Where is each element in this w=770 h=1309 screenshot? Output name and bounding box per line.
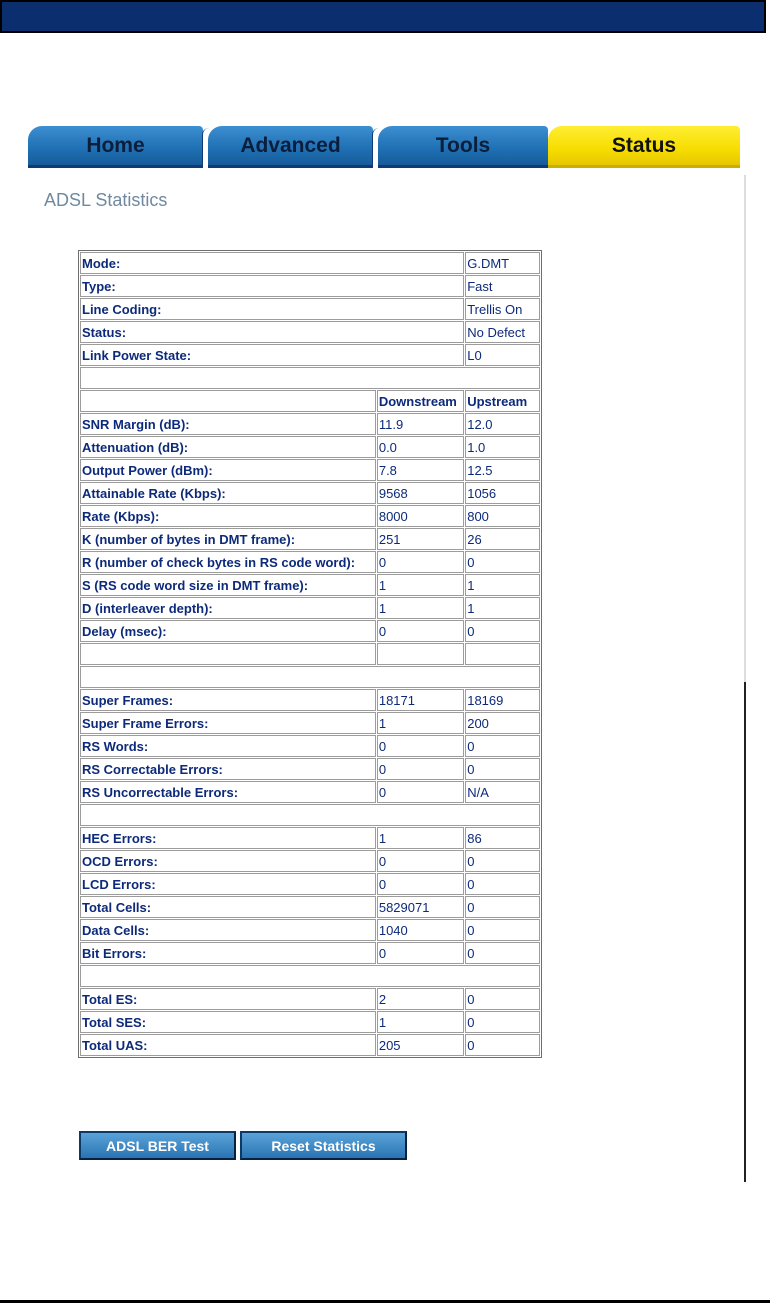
table-row	[80, 873, 540, 895]
blank-row	[80, 643, 540, 665]
footer-rule	[0, 1300, 770, 1303]
downstream-value: 0	[377, 942, 464, 964]
upstream-value: 1	[465, 597, 540, 619]
content-border-lower	[744, 682, 746, 1182]
table-row	[80, 896, 540, 918]
downstream-value: 7.8	[377, 459, 464, 481]
blank-cell	[377, 643, 464, 665]
downstream-value: 2	[377, 988, 464, 1010]
downstream-value: 1	[377, 1011, 464, 1033]
blank-row	[80, 965, 540, 987]
row-label: Super Frame Errors:	[80, 712, 376, 734]
upstream-value: N/A	[465, 781, 540, 803]
blank-cell	[80, 367, 540, 389]
tab-tools[interactable]: Tools	[378, 126, 548, 168]
upstream-value: 0	[465, 988, 540, 1010]
main-nav	[28, 126, 740, 168]
row-value: Trellis On	[465, 298, 540, 320]
table-row	[80, 689, 540, 711]
upstream-value: 18169	[465, 689, 540, 711]
upstream-value: 1	[465, 574, 540, 596]
upstream-value: 0	[465, 942, 540, 964]
table-row	[80, 413, 540, 435]
adsl-statistics-table	[78, 250, 542, 1058]
row-label: HEC Errors:	[80, 827, 376, 849]
downstream-value: 0	[377, 735, 464, 757]
row-label: RS Correctable Errors:	[80, 758, 376, 780]
upstream-value: 0	[465, 850, 540, 872]
upstream-value: 0	[465, 919, 540, 941]
blank-cell	[80, 643, 376, 665]
upstream-value: 26	[465, 528, 540, 550]
downstream-value: 0	[377, 551, 464, 573]
row-label: Attainable Rate (Kbps):	[80, 482, 376, 504]
upstream-value: 0	[465, 758, 540, 780]
row-label: K (number of bytes in DMT frame):	[80, 528, 376, 550]
page-title: ADSL Statistics	[44, 190, 168, 210]
table-row	[80, 827, 540, 849]
upstream-value: 12.5	[465, 459, 540, 481]
blank-cell	[465, 643, 540, 665]
row-label: SNR Margin (dB):	[80, 413, 376, 435]
downstream-value: 8000	[377, 505, 464, 527]
downstream-value: 1040	[377, 919, 464, 941]
row-label: Line Coding:	[80, 298, 464, 320]
row-value: G.DMT	[465, 252, 540, 274]
downstream-value: 0	[377, 620, 464, 642]
row-label: Delay (msec):	[80, 620, 376, 642]
downstream-value: 18171	[377, 689, 464, 711]
row-label: Output Power (dBm):	[80, 459, 376, 481]
table-row	[80, 919, 540, 941]
blank-row	[80, 804, 540, 826]
table-row	[80, 1011, 540, 1033]
reset-statistics-button[interactable]: Reset Statistics	[240, 1131, 407, 1160]
table-row	[80, 735, 540, 757]
downstream-value: 1	[377, 827, 464, 849]
column-header-row	[80, 390, 540, 412]
blank-cell	[80, 965, 540, 987]
upstream-value: 12.0	[465, 413, 540, 435]
downstream-value: 9568	[377, 482, 464, 504]
downstream-value: 205	[377, 1034, 464, 1056]
downstream-value: 0	[377, 758, 464, 780]
row-label: Link Power State:	[80, 344, 464, 366]
row-value: No Defect	[465, 321, 540, 343]
table-row	[80, 850, 540, 872]
upstream-value: 1.0	[465, 436, 540, 458]
table-row	[80, 1034, 540, 1056]
row-label: S (RS code word size in DMT frame):	[80, 574, 376, 596]
row-label: Super Frames:	[80, 689, 376, 711]
upstream-value: 0	[465, 873, 540, 895]
upstream-value: 0	[465, 896, 540, 918]
downstream-value: 5829071	[377, 896, 464, 918]
downstream-value: 251	[377, 528, 464, 550]
row-label: LCD Errors:	[80, 873, 376, 895]
tab-home[interactable]: Home	[28, 126, 203, 168]
table-row	[80, 321, 540, 343]
tab-advanced[interactable]: Advanced	[208, 126, 373, 168]
table-row	[80, 344, 540, 366]
blank-cell	[80, 666, 540, 688]
downstream-value: 0	[377, 850, 464, 872]
row-label: Type:	[80, 275, 464, 297]
upstream-value: 800	[465, 505, 540, 527]
upstream-value: 0	[465, 1011, 540, 1033]
table-row	[80, 505, 540, 527]
blank-row	[80, 666, 540, 688]
table-row	[80, 781, 540, 803]
blank-cell	[80, 804, 540, 826]
table-row	[80, 620, 540, 642]
table-row	[80, 252, 540, 274]
downstream-value: 0	[377, 781, 464, 803]
row-label: Total Cells:	[80, 896, 376, 918]
row-label: R (number of check bytes in RS code word):	[80, 551, 376, 573]
row-label: Total UAS:	[80, 1034, 376, 1056]
downstream-value: 1	[377, 712, 464, 734]
upstream-value: 0	[465, 1034, 540, 1056]
row-label: D (interleaver depth):	[80, 597, 376, 619]
table-row	[80, 942, 540, 964]
downstream-header: Downstream	[377, 390, 464, 412]
table-row	[80, 758, 540, 780]
table-row	[80, 712, 540, 734]
upstream-value: 86	[465, 827, 540, 849]
table-row	[80, 275, 540, 297]
row-label: OCD Errors:	[80, 850, 376, 872]
downstream-value: 0.0	[377, 436, 464, 458]
table-row	[80, 298, 540, 320]
upstream-value: 0	[465, 620, 540, 642]
row-label: Rate (Kbps):	[80, 505, 376, 527]
row-label: Total ES:	[80, 988, 376, 1010]
downstream-value: 1	[377, 597, 464, 619]
upstream-header: Upstream	[465, 390, 540, 412]
table-row	[80, 482, 540, 504]
header-empty	[80, 390, 376, 412]
downstream-value: 1	[377, 574, 464, 596]
table-row	[80, 436, 540, 458]
table-row	[80, 988, 540, 1010]
row-label: Mode:	[80, 252, 464, 274]
row-label: RS Uncorrectable Errors:	[80, 781, 376, 803]
table-row	[80, 597, 540, 619]
row-value: L0	[465, 344, 540, 366]
row-label: RS Words:	[80, 735, 376, 757]
table-row	[80, 551, 540, 573]
top-banner	[0, 0, 766, 33]
downstream-value: 11.9	[377, 413, 464, 435]
content-border-upper	[744, 175, 746, 682]
row-label: Data Cells:	[80, 919, 376, 941]
upstream-value: 0	[465, 551, 540, 573]
blank-row	[80, 367, 540, 389]
row-label: Bit Errors:	[80, 942, 376, 964]
upstream-value: 1056	[465, 482, 540, 504]
adsl-ber-test-button[interactable]: ADSL BER Test	[79, 1131, 236, 1160]
upstream-value: 200	[465, 712, 540, 734]
row-label: Attenuation (dB):	[80, 436, 376, 458]
upstream-value: 0	[465, 735, 540, 757]
downstream-value: 0	[377, 873, 464, 895]
table-row	[80, 528, 540, 550]
table-row	[80, 574, 540, 596]
row-label: Total SES:	[80, 1011, 376, 1033]
table-row	[80, 459, 540, 481]
row-label: Status:	[80, 321, 464, 343]
tab-status[interactable]: Status	[548, 126, 740, 168]
row-value: Fast	[465, 275, 540, 297]
